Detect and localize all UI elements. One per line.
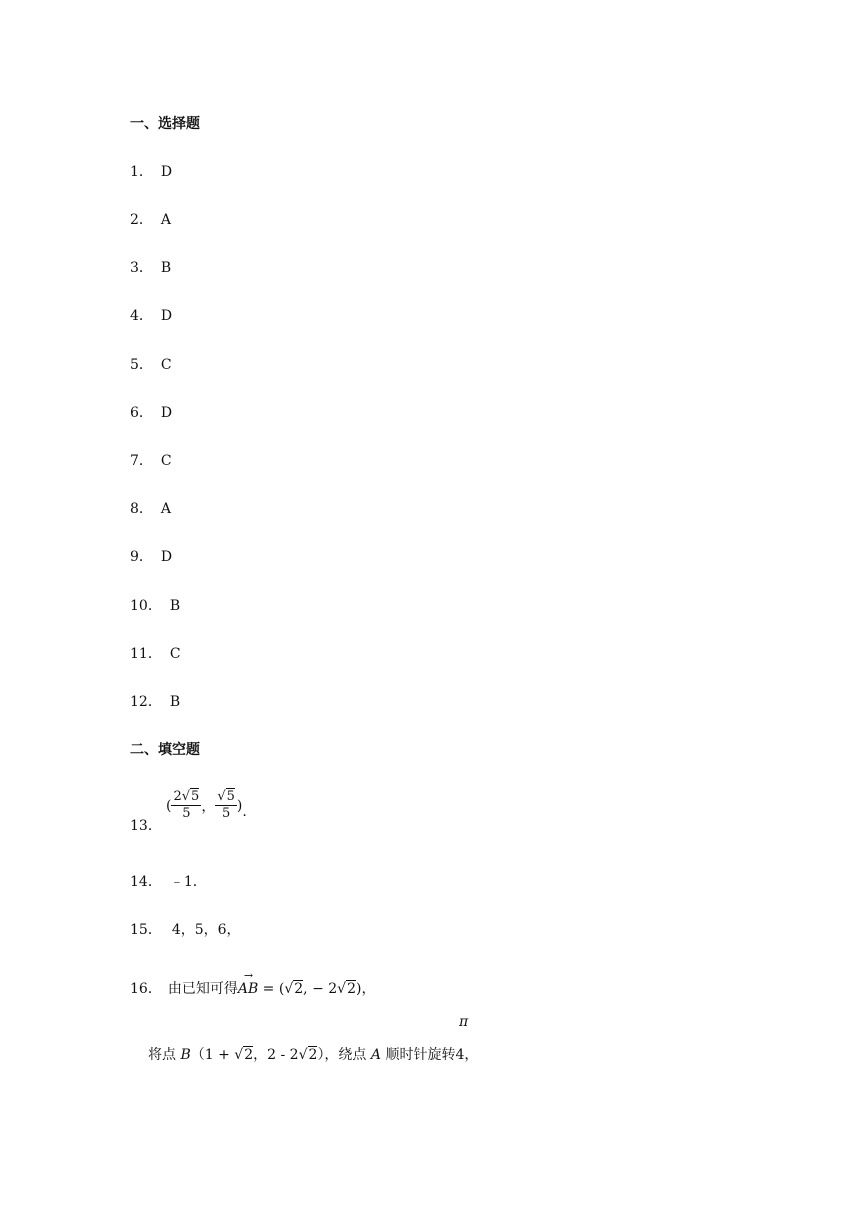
answer-value: C	[160, 357, 172, 373]
answer-number: 12．	[130, 694, 162, 710]
answer-item	[130, 161, 172, 181]
answer-item	[130, 643, 181, 663]
answer-number: 3．	[130, 260, 153, 276]
answer-q14	[130, 871, 207, 891]
answer-value: A	[160, 212, 172, 228]
answer-value: D	[160, 308, 173, 324]
close-paren: )	[236, 797, 243, 814]
answer-item	[130, 209, 171, 229]
open-paren: (	[166, 797, 172, 814]
section-heading-choice: 一、选择题	[130, 116, 200, 132]
answer-number: 4．	[130, 308, 153, 324]
answer-value: D	[160, 405, 173, 421]
vector-ab	[237, 969, 259, 997]
radicand: 2	[347, 981, 357, 997]
sqrt-symbol: √5	[181, 789, 200, 804]
answer-q15	[130, 919, 241, 939]
sqrt-symbol: √5	[217, 789, 235, 804]
answer-item	[130, 546, 172, 566]
separator: , − 2	[303, 981, 338, 997]
answer-item	[130, 402, 172, 422]
answer-item	[130, 257, 171, 277]
answer-item	[130, 450, 172, 470]
fraction-sqrt5-over-5	[215, 789, 237, 822]
answer-item	[130, 691, 180, 711]
coef: 2	[173, 789, 182, 804]
answer-value: 4，5，6，	[171, 922, 241, 938]
sqrt-symbol: √2	[337, 981, 357, 997]
text: ），绕点	[317, 1047, 371, 1063]
comma: ，	[201, 798, 216, 815]
answer-value: B	[160, 260, 172, 276]
denominator: 5	[182, 806, 191, 821]
radicand: 5	[226, 789, 235, 804]
answer-number: 14．	[130, 874, 162, 890]
denominator: 5	[221, 806, 231, 821]
equals-paren: = (	[258, 981, 285, 997]
answer-item	[130, 354, 172, 374]
fraction-2sqrt5-over-5	[171, 789, 201, 822]
text: （1 +	[190, 1047, 235, 1063]
point-b: B	[180, 1047, 191, 1063]
radicand: 5	[191, 789, 200, 804]
answer-number: 7．	[130, 453, 153, 469]
answer-item	[130, 498, 171, 518]
radicand: 2	[308, 1047, 318, 1063]
answer-value: D	[160, 549, 173, 565]
answer-number: 6．	[130, 405, 153, 421]
answer-value: D	[160, 164, 173, 180]
text: 顺时针旋转	[381, 1047, 456, 1063]
answer-value: ﹣1．	[169, 874, 207, 890]
answer-number: 10．	[130, 598, 162, 614]
answer-number: 15．	[130, 922, 162, 938]
q16-lead-text: 由已知可得	[167, 981, 238, 997]
answer-number: 9．	[130, 549, 153, 565]
pi-numerator: π	[459, 1014, 469, 1030]
answer-number: 1．	[130, 164, 153, 180]
sqrt-symbol: √2	[284, 981, 304, 997]
denominator-four: 4	[455, 1047, 465, 1063]
radicand: 2	[244, 1047, 254, 1063]
answer-q13-expression	[166, 789, 247, 822]
text: ，	[464, 1047, 479, 1063]
answer-q13-number: 13．	[130, 818, 162, 834]
point-a: A	[370, 1047, 382, 1063]
text: ，2 - 2	[253, 1047, 299, 1063]
answer-number: 16．	[130, 981, 162, 997]
answer-item	[130, 595, 180, 615]
close-text: )，	[356, 981, 376, 997]
answer-q16-line1	[130, 969, 376, 998]
radicand: 2	[294, 981, 304, 997]
sqrt-symbol: √2	[298, 1047, 318, 1063]
sqrt-symbol: √2	[234, 1047, 254, 1063]
answer-item	[130, 305, 172, 325]
vector-arrow-icon: →	[243, 969, 254, 982]
answer-number: 2．	[130, 212, 153, 228]
answer-value: A	[160, 501, 172, 517]
answer-number: 8．	[130, 501, 153, 517]
answer-value: B	[169, 694, 181, 710]
answer-q16-line2	[148, 1044, 478, 1064]
answer-value: C	[169, 646, 181, 662]
answer-number: 5．	[130, 357, 153, 373]
period: .	[242, 804, 247, 820]
answer-value: C	[160, 453, 172, 469]
text: 将点	[148, 1047, 181, 1063]
answer-value: B	[169, 598, 181, 614]
section-heading-fill: 二、填空题	[130, 742, 200, 758]
vector-label: AB	[237, 981, 259, 997]
answer-number: 11．	[130, 646, 162, 662]
